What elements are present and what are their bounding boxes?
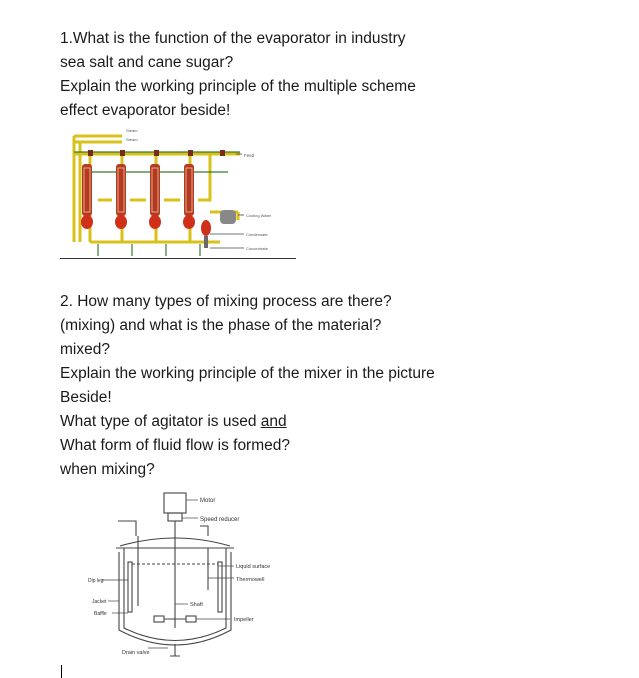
shaft-label: Shaft [190,602,203,608]
liquid-surface-label: Liquid surface [236,564,271,570]
thermowell-label: Thermowell [236,577,265,583]
concentrate-label: Concentrate [246,246,268,251]
question-1-line-1: 1.What is the function of the evaporator in industry [60,30,406,47]
question-1-line-3: Explain the working principle of the multiple scheme [60,78,416,95]
speed-reducer [168,513,182,521]
condensate-label: Condensate [246,232,268,237]
question-1-line-2: sea salt and cane sugar? [60,54,234,71]
impeller-label: Impeller [234,617,254,623]
question-2-line-6-text: What type of agitator is used [60,413,261,430]
speed-reducer-label: Speed reducer [200,517,240,523]
motor [164,493,186,513]
impeller [154,616,164,622]
baffle-label: Baffle [94,611,107,617]
question-2-line-5: Beside! [60,389,112,406]
question-2-line-8: when mixing? [60,461,155,478]
question-2-line-3: mixed? [60,341,110,358]
question-1-line-4: effect evaporator beside! [60,102,231,119]
motor-label: Motor [200,498,216,504]
drain-valve-label: Drain valve [122,650,150,656]
horizontal-rule [60,258,296,259]
question-1 [60,27,416,123]
question-2-line-1: 2. How many types of mixing process are there? [60,293,392,310]
evaporator-effects [81,164,195,229]
question-2-line-7: What form of fluid flow is formed? [60,437,290,454]
question-2-line-2: (mixing) and what is the phase of the material? [60,317,382,334]
feed-label: Feed [244,153,255,158]
evaporator-figure [60,124,300,262]
mixer-figure [88,488,288,663]
steam-label-1: Steam [126,128,138,133]
underlined-word: and [260,413,287,430]
question-2-line-4: Explain the working principle of the mixer in the picture [60,365,435,382]
dip-leg-label: Dip leg [88,578,104,584]
steam-label-2: Steam [126,137,138,142]
text-cursor[interactable] [61,665,62,678]
question-2 [60,290,435,482]
cooling-water-label: Cooling Water [246,213,272,218]
jacket-label: Jacket [92,599,107,605]
question-2-line-6 [60,410,435,434]
